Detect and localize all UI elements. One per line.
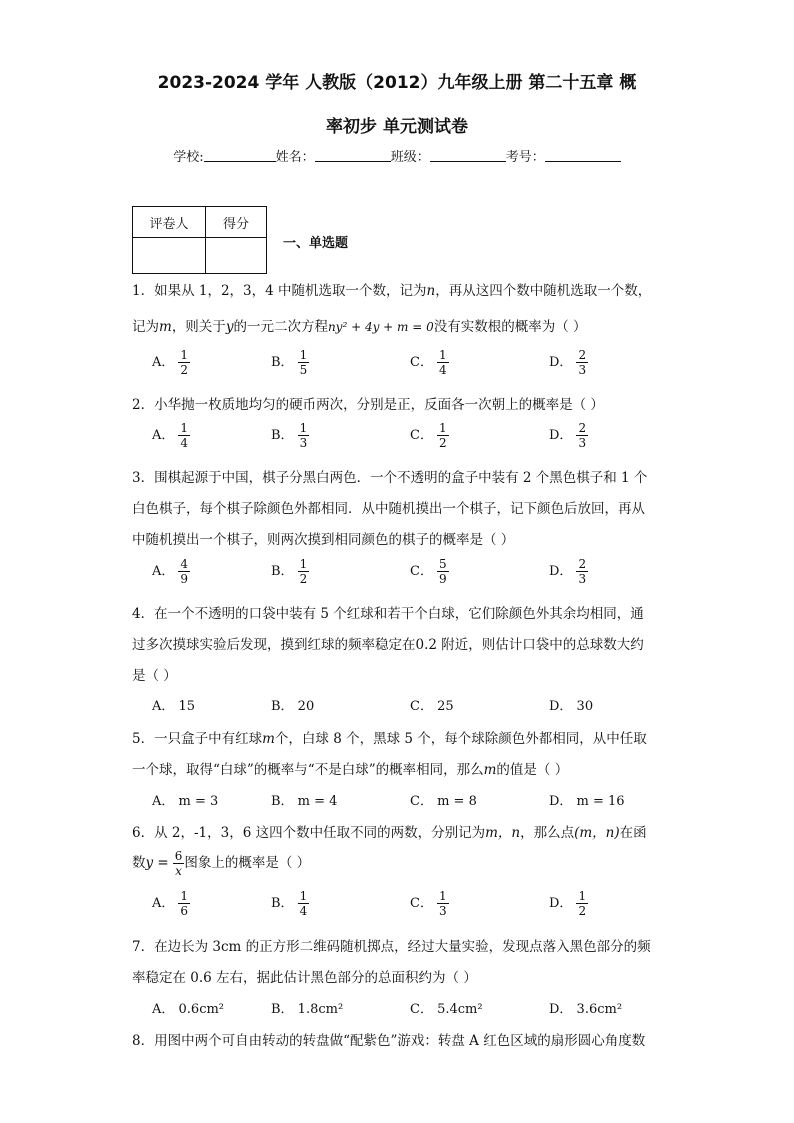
question-4-line1: 4．在一个不透明的口袋中装有 5 个红球和若干个白球，它们除颜色外其余均相同，通 [132, 606, 644, 622]
school-blank[interactable] [204, 149, 276, 162]
grading-table [132, 206, 267, 274]
q5-option-c[interactable]: C． m = 8 [410, 794, 477, 809]
page-title-line2: 率初步 单元测试卷 [326, 117, 468, 137]
q7-option-c[interactable]: C． 5.4cm² [410, 1002, 483, 1017]
question-5-line2: 一个球，取得“白球”的概率与“不是白球”的概率相同，那么m的值是（ ） [132, 762, 569, 778]
section-heading: 一、单选题 [283, 236, 349, 251]
question-8-text: 8．用图中两个可自由转动的转盘做“配紫色”游戏：转盘 A 红色区域的扇形圆心角度数 [132, 1033, 646, 1049]
q5-option-a[interactable]: A． m = 3 [152, 794, 219, 809]
question-1-line1: 1．如果从 1，2，3，4 中随机选取一个数，记为n，再从这四个数中随机选取一个数， [132, 283, 652, 299]
q2-option-d[interactable]: D． $\frac{2}{3}$ [549, 421, 587, 450]
question-7-line2: 率稳定在 0.6 左右，据此估计黑色部分的总面积约为（ ） [132, 970, 477, 986]
number-label: 考号： [505, 150, 545, 165]
q7-option-d[interactable]: D． 3.6cm² [549, 1002, 623, 1017]
question-1-line2: 记为m，则关于y的一元二次方程ny² + 4y + m = 0没有实数根的概率为（ ） [132, 319, 587, 335]
question-4-line3: 是（ ） [132, 668, 177, 684]
q5-option-d[interactable]: D． m = 16 [549, 794, 625, 809]
q3-option-b[interactable]: B． $\frac{1}{2}$ [271, 557, 308, 586]
page-title-line1: 2023-2024 学年 人教版（2012）九年级上册 第二十五章 概 [157, 73, 637, 93]
q1-option-c[interactable]: C． $\frac{1}{4}$ [410, 348, 447, 377]
reviewer-cell[interactable] [133, 238, 206, 274]
name-blank[interactable] [315, 149, 391, 162]
class-blank[interactable] [430, 149, 506, 162]
class-label: 班级： [390, 150, 430, 165]
q5-option-b[interactable]: B． m = 4 [271, 794, 338, 809]
question-4-line2: 过多次摸球实验后发现，摸到红球的频率稳定在0.2 附近，则估计口袋中的总球数大约 [132, 637, 644, 653]
q7-option-a[interactable]: A． 0.6cm² [152, 1002, 225, 1017]
score-header: 得分 [206, 207, 267, 238]
q4-option-b[interactable]: B． 20 [271, 699, 315, 714]
name-label: 姓名： [275, 150, 315, 165]
q3-option-c[interactable]: C． $\frac{5}{9}$ [410, 557, 447, 586]
q6-option-c[interactable]: C． $\frac{1}{3}$ [410, 889, 447, 918]
student-info-line [0, 146, 794, 165]
q1-option-b[interactable]: B． $\frac{1}{5}$ [271, 348, 308, 377]
q4-option-a[interactable]: A． 15 [152, 699, 196, 714]
q6-option-d[interactable]: D． $\frac{1}{2}$ [549, 889, 587, 918]
q2-option-b[interactable]: B． $\frac{1}{3}$ [271, 421, 308, 450]
question-3-line3: 中随机摸出一个棋子，则两次摸到相同颜色的棋子的概率是（ ） [132, 532, 515, 548]
q3-option-a[interactable]: A． $\frac{4}{9}$ [152, 557, 189, 586]
school-label: 学校: [173, 150, 204, 165]
q4-option-c[interactable]: C． 25 [410, 699, 454, 714]
question-6-line1: 6．从 2，-1，3，6 这四个数中任取不同的两数，分别记为m，n，那么点(m，n)在函 [132, 825, 647, 841]
number-blank[interactable] [545, 149, 621, 162]
question-6-line2: 数y = $\frac{6}{x}$ 图象上的概率是（ ） [132, 849, 311, 878]
score-cell[interactable] [206, 238, 267, 274]
q6-option-a[interactable]: A． $\frac{1}{6}$ [152, 889, 189, 918]
question-3-line1: 3．围棋起源于中国，棋子分黑白两色．一个不透明的盒子中装有 2 个黑色棋子和 1 个 [132, 470, 648, 486]
q6-option-b[interactable]: B． $\frac{1}{4}$ [271, 889, 308, 918]
q3-option-d[interactable]: D． $\frac{2}{3}$ [549, 557, 587, 586]
q1-option-a[interactable]: A． $\frac{1}{2}$ [152, 348, 189, 377]
question-3-line2: 白色棋子，每个棋子除颜色外都相同．从中随机摸出一个棋子，记下颜色后放回，再从 [132, 501, 645, 517]
question-7-line1: 7．在边长为 3cm 的正方形二维码随机掷点，经过大量实验，发现点落入黑色部分的频 [132, 939, 651, 955]
reviewer-header: 评卷人 [133, 207, 206, 238]
question-5-line1: 5．一只盒子中有红球m个，白球 8 个，黑球 5 个，每个球除颜色外都相同，从中任取 [132, 731, 647, 747]
q2-option-a[interactable]: A． $\frac{1}{4}$ [152, 421, 189, 450]
q2-option-c[interactable]: C． $\frac{1}{2}$ [410, 421, 447, 450]
q4-option-d[interactable]: D． 30 [549, 699, 594, 714]
q7-option-b[interactable]: B． 1.8cm² [271, 1002, 344, 1017]
q1-option-d[interactable]: D． $\frac{2}{3}$ [549, 348, 587, 377]
question-2-text: 2．小华抛一枚质地均匀的硬币两次，分别是正，反面各一次朝上的概率是（ ） [132, 397, 604, 413]
